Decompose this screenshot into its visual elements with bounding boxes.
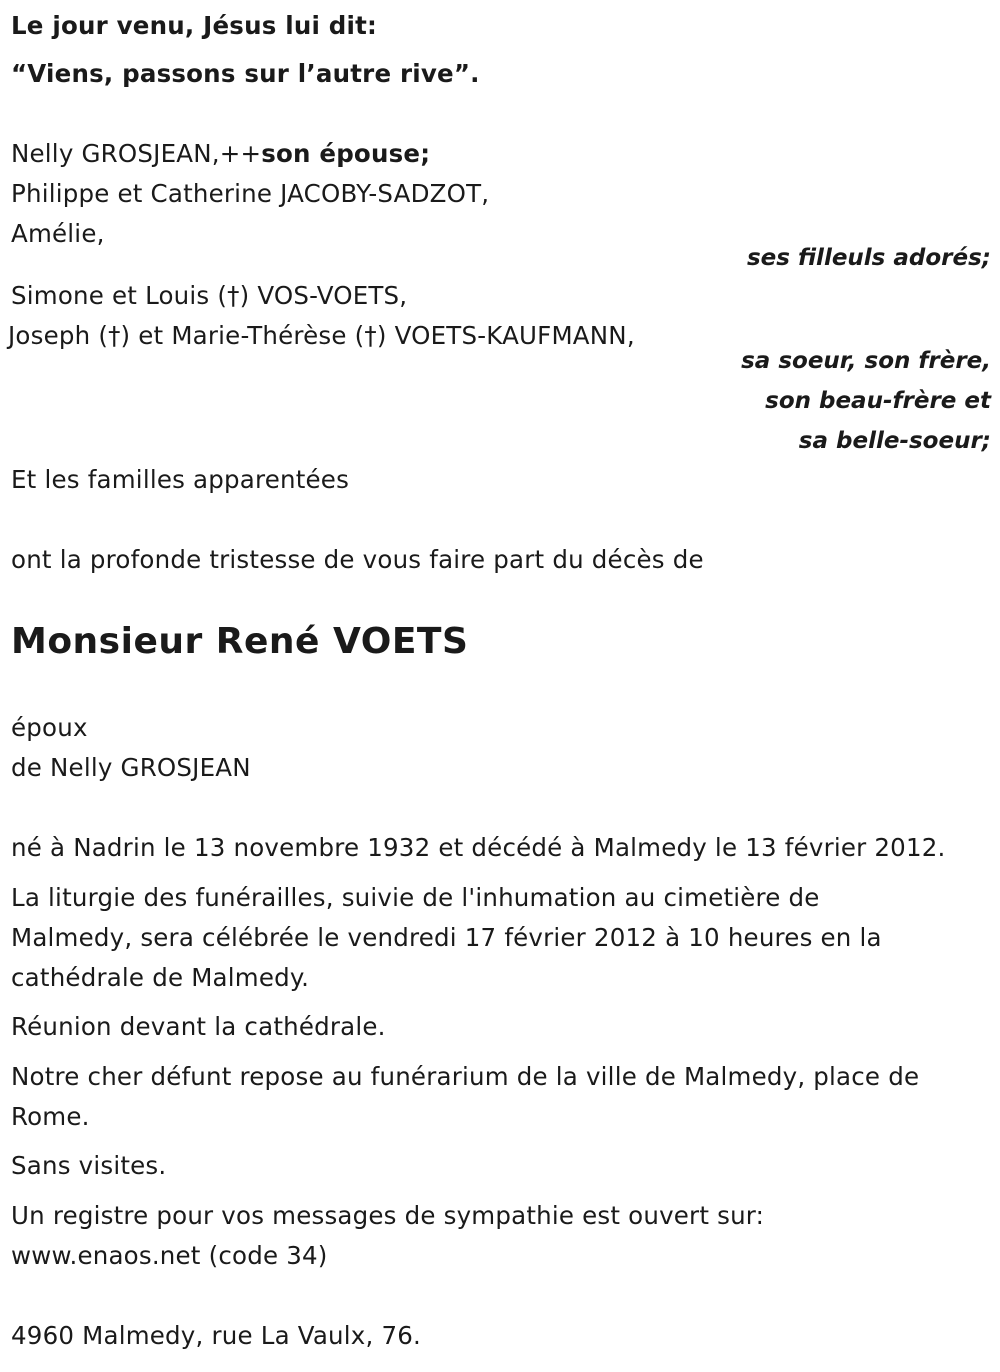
meeting-line: Réunion devant la cathédrale.	[11, 1012, 386, 1041]
rest-line-1: Notre cher défunt repose au funérarium de la ville de Malmedy, place de	[11, 1062, 920, 1091]
siblings-line-2: Joseph (†) et Marie-Thérèse (†) VOETS-KAUFMANN,	[8, 321, 635, 350]
deceased-name: Monsieur René VOETS	[11, 621, 469, 662]
siblings-role-2: son beau-frère et	[765, 388, 991, 414]
rest-line-2: Rome.	[11, 1102, 90, 1131]
siblings-line-1: Simone et Louis (†) VOS-VOETS,	[11, 281, 408, 310]
header-line-2: “Viens, passons sur l’autre rive”.	[11, 59, 480, 88]
liturgy-line-3: cathédrale de Malmedy.	[11, 963, 310, 992]
related-families: Et les familles apparentées	[11, 465, 350, 494]
siblings-role-1: sa soeur, son frère,	[741, 348, 991, 374]
address-line: 4960 Malmedy, rue La Vaulx, 76.	[11, 1321, 422, 1350]
announcement-text: ont la profonde tristesse de vous faire part du décès de	[11, 545, 704, 574]
relation-line-1: époux	[11, 713, 88, 742]
register-link[interactable]: www.enaos.net (code 34)	[11, 1241, 328, 1270]
spouse-name: Nelly GROSJEAN,++	[11, 139, 262, 168]
godchildren-role: ses filleuls adorés;	[746, 245, 991, 271]
relation-line-2: de Nelly GROSJEAN	[11, 753, 251, 782]
birth-death-line: né à Nadrin le 13 novembre 1932 et décédé à Malmedy le 13 février 2012.	[11, 833, 946, 862]
spouse-line	[11, 134, 430, 174]
siblings-role-3: sa belle-soeur;	[798, 428, 991, 454]
register-line-1: Un registre pour vos messages de sympathie est ouvert sur:	[11, 1201, 765, 1230]
visits-line: Sans visites.	[11, 1151, 167, 1180]
godchildren-line-1: Philippe et Catherine JACOBY-SADZOT,	[11, 179, 490, 208]
liturgy-line-2: Malmedy, sera célébrée le vendredi 17 février 2012 à 10 heures en la	[11, 923, 882, 952]
liturgy-line-1: La liturgie des funérailles, suivie de l'inhumation au cimetière de	[11, 883, 820, 912]
spouse-role: son épouse;	[261, 139, 431, 168]
godchildren-line-2: Amélie,	[11, 219, 105, 248]
header-line-1: Le jour venu, Jésus lui dit:	[11, 11, 378, 40]
